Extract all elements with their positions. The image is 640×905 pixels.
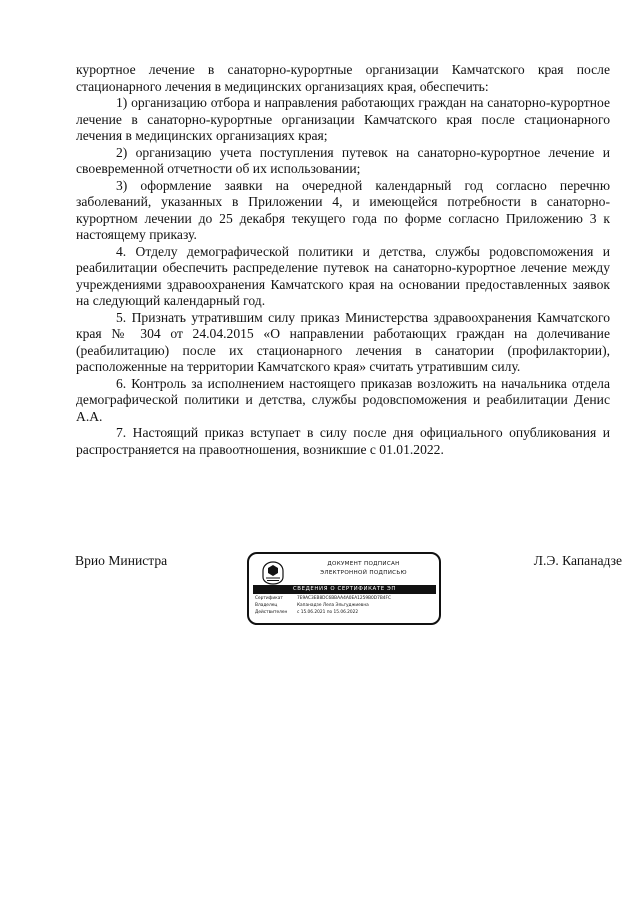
owner-label: Владелец: [255, 603, 278, 608]
coat-of-arms-icon: [259, 560, 287, 586]
signatory-name: Л.Э. Капанадзе: [533, 553, 622, 568]
paragraph-clause-4: 4. Отделу демографической политики и детства, службы родовспоможения и реабилитации обеспечить распределение путевок на санаторно-курортное лечение между учреждениями здравоохранения Камчатского края на основании предоставленных заявок на следующий календарный год.: [76, 243, 610, 308]
stamp-certificate-row: [255, 595, 437, 602]
validity-label: Действителен: [255, 610, 288, 615]
stamp-certificate-header: СВЕДЕНИЯ О СЕРТИФИКАТЕ ЭП: [253, 585, 436, 594]
paragraph-continuation: курортное лечение в санаторно-курортные организации Камчатского края после стационарного лечения в медицинских организациях края, обеспечить:: [76, 62, 610, 94]
certificate-label: Сертификат: [255, 596, 283, 601]
stamp-validity-row: [255, 609, 437, 616]
paragraph-clause-6: 6. Контроль за исполнением настоящего приказав возложить на начальника отдела демографической политики и детства, службы родовспоможения и реабилитации Денис А.А.: [76, 375, 610, 424]
validity-value: с 15.06.2021 по 15.06.2022: [297, 610, 359, 615]
stamp-signature-label: ЭЛЕКТРОННОЙ ПОДПИСЬЮ: [320, 570, 407, 576]
stamp-signed-label: ДОКУМЕНТ ПОДПИСАН: [327, 561, 400, 567]
paragraph-item-2: 2) организацию учета поступления путевок на санаторно-курортное лечение и своевременной отчетности об их использовании;: [76, 144, 610, 176]
stamp-owner-row: [255, 602, 437, 609]
paragraph-item-3: 3) оформление заявки на очередной календарный год согласно перечню заболеваний, указанных в Приложении 4, и имеющейся потребности в санаторно-курортном лечении до 25 декабря текущего года по форме согласно Приложению 3 к настоящему приказу.: [76, 177, 610, 242]
certificate-value: 7E9AC3EB8DC6BBAA4A0EA1259B0D7B4FC: [297, 596, 391, 601]
paragraph-item-1: 1) организацию отбора и направления работающих граждан на санаторно-курортное лечение в санаторно-курортные организации Камчатского края после стационарного лечения в медицинских организациях края;: [76, 95, 610, 143]
paragraph-clause-5: 5. Признать утратившим силу приказ Министерства здравоохранения Камчатского края № 304 от 24.04.2015 «О направлении работающих граждан на долечивание (реабилитацию) после их стационарного лечения в санатории (профилактории), расположенные на территории Камчатского края» считать утратившим силу.: [76, 309, 610, 374]
owner-value: Капанадзе Лела Эльгуджиевна: [297, 603, 369, 608]
electronic-signature-stamp: [247, 552, 441, 625]
document-body: [76, 62, 610, 458]
signatory-position: Врио Министра: [75, 553, 168, 568]
paragraph-clause-7: 7. Настоящий приказ вступает в силу после дня официального опубликования и распространяется на правоотношения, возникшие с 01.01.2022.: [76, 425, 610, 457]
